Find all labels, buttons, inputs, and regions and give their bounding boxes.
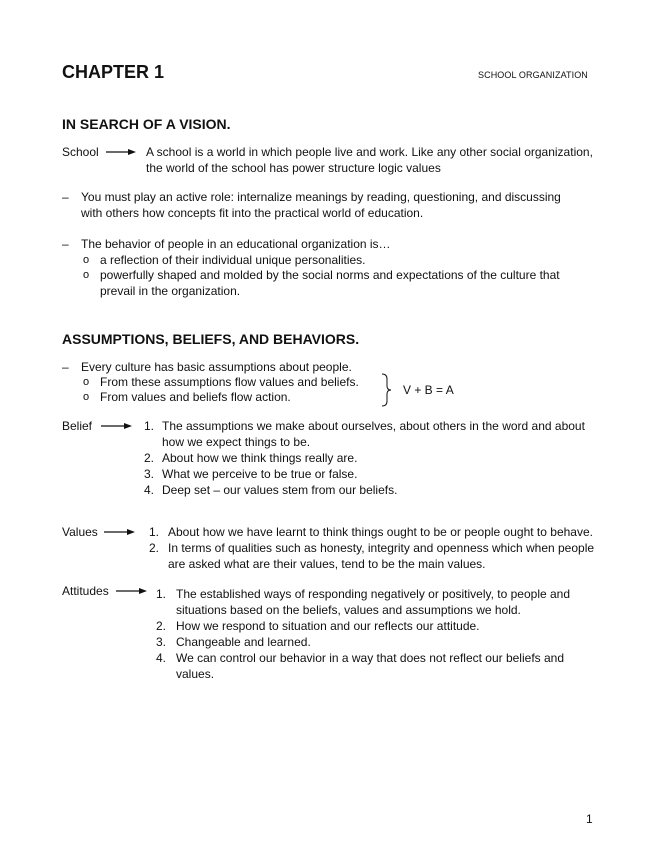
belief-label: Belief — [62, 419, 93, 433]
belief-item-number: 1. — [144, 419, 155, 433]
sub-bullet-shaped-line1: powerfully shaped and molded by the social norms and expectations of the culture that — [100, 268, 560, 282]
belief-item-2: About how we think things really are. — [162, 451, 358, 465]
belief-item-number: 2. — [144, 451, 155, 465]
attitudes-item-4-line1: We can control our behavior in a way that does not reflect our beliefs and — [176, 651, 565, 665]
attitudes-item-1-line2: situations based on the beliefs, values and assumptions we hold. — [176, 603, 521, 617]
values-item-1: About how we have learnt to think things ought to be or people ought to behave. — [168, 525, 593, 539]
bullet-active-role-line2: with others how concepts fit into the practical world of education. — [81, 206, 424, 220]
sub-bullet-marker: o — [83, 254, 90, 266]
attitudes-item-1-line1: The established ways of responding negatively or positively, to people and — [176, 587, 571, 601]
sub-bullet-marker: o — [83, 391, 90, 403]
right-brace-icon — [381, 373, 393, 407]
page-number: 1 — [586, 812, 593, 826]
sub-bullet-values-beliefs: From these assumptions flow values and beliefs. — [100, 375, 359, 389]
sub-bullet-shaped-line2: prevail in the organization. — [100, 284, 241, 298]
section-heading-assumptions: ASSUMPTIONS, BELIEFS, AND BEHAVIORS. — [62, 331, 360, 347]
values-item-number: 2. — [149, 541, 160, 555]
running-title: SCHOOL ORGANIZATION — [478, 70, 588, 80]
arrow-right-icon — [116, 587, 147, 595]
values-item-2-line2: are asked what are their values, tend to be the main values. — [168, 557, 486, 571]
values-label: Values — [62, 525, 98, 539]
school-definition-line1: A school is a world in which people live and work. Like any other social organization, — [146, 145, 593, 159]
belief-item-number: 3. — [144, 467, 155, 481]
chapter-title: CHAPTER 1 — [62, 62, 165, 82]
attitudes-item-4-line2: values. — [176, 667, 215, 681]
sub-bullet-action: From values and beliefs flow action. — [100, 390, 291, 404]
bullet-dash: – — [62, 360, 69, 374]
bullet-culture: Every culture has basic assumptions about people. — [81, 360, 352, 374]
attitudes-label: Attitudes — [62, 584, 109, 598]
bullet-dash: – — [62, 237, 69, 251]
arrow-right-icon — [104, 528, 135, 536]
bullet-behavior: The behavior of people in an educational organization is… — [81, 237, 391, 251]
belief-item-4: Deep set – our values stem from our beliefs. — [162, 483, 398, 497]
formula-vba: V + B = A — [403, 383, 454, 397]
sub-bullet-reflection: a reflection of their individual unique personalities. — [100, 253, 366, 267]
school-label: School — [62, 145, 99, 159]
bullet-dash: – — [62, 190, 69, 204]
attitudes-item-number: 1. — [156, 587, 167, 601]
values-item-2-line1: In terms of qualities such as honesty, integrity and openness which when people — [168, 541, 595, 555]
values-item-number: 1. — [149, 525, 160, 539]
arrow-right-icon — [101, 422, 132, 430]
arrow-right-icon — [106, 148, 136, 156]
attitudes-item-3: Changeable and learned. — [176, 635, 311, 649]
belief-item-number: 4. — [144, 483, 155, 497]
sub-bullet-marker: o — [83, 376, 90, 388]
belief-item-1-line2: how we expect things to be. — [162, 435, 311, 449]
attitudes-item-number: 3. — [156, 635, 167, 649]
attitudes-item-number: 2. — [156, 619, 167, 633]
bullet-active-role-line1: You must play an active role: internalize meanings by reading, questioning, and discussing — [81, 190, 561, 204]
attitudes-item-2: How we respond to situation and our reflects our attitude. — [176, 619, 480, 633]
section-heading-vision: IN SEARCH OF A VISION. — [62, 116, 231, 132]
belief-item-3: What we perceive to be true or false. — [162, 467, 358, 481]
school-definition-line2: the world of the school has power structure logic values — [146, 161, 441, 175]
attitudes-item-number: 4. — [156, 651, 167, 665]
belief-item-1-line1: The assumptions we make about ourselves, about others in the word and about — [162, 419, 585, 433]
sub-bullet-marker: o — [83, 269, 90, 281]
